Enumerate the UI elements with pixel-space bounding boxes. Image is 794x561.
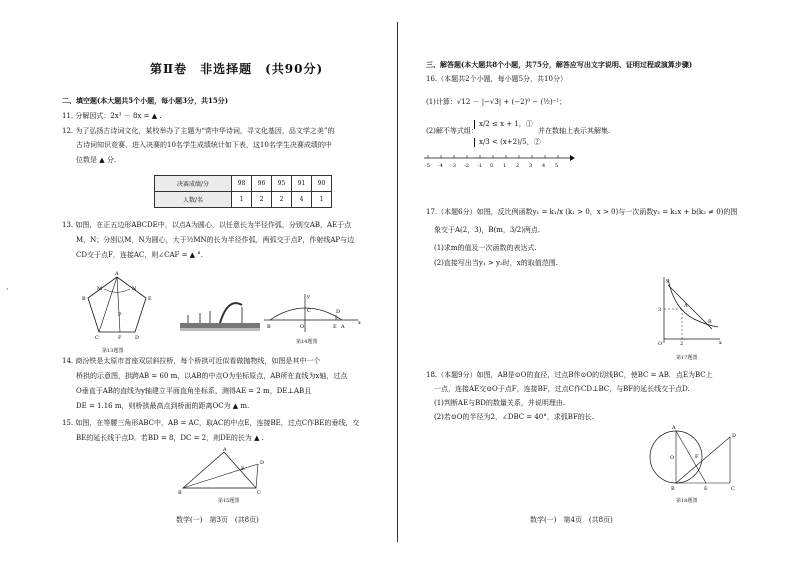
- label-3: 3: [658, 307, 662, 313]
- label-d: D: [336, 309, 341, 315]
- question-18-line2: 一点，连接AE交⊙O于点F，连接BF，过点C作CD⊥BC，与BF的延长线交于点D.: [434, 385, 690, 393]
- label-d: D: [135, 335, 140, 341]
- label-c: C: [95, 335, 99, 341]
- question-14-line4: DE = 1.16 m，则桥拱最高点到桥面的距离OC为 ▲ m.: [76, 402, 250, 410]
- figure-13-caption: 第13题图: [102, 348, 124, 354]
- question-17-line2: 象交于A(2，3)，B(m，3/2)两点.: [434, 226, 541, 234]
- number-line-label: -4: [438, 163, 443, 169]
- number-line-label: 0: [490, 163, 494, 169]
- label-a: A: [672, 425, 676, 431]
- number-line-arrow: [570, 155, 575, 161]
- figure-18-caption: 第18题图: [676, 498, 698, 504]
- right-page: [400, 0, 794, 561]
- table-cell: 1: [232, 192, 252, 208]
- linear-function: [668, 285, 712, 329]
- number-line-label: -5: [425, 163, 430, 169]
- answer-heading: 三、解答题(本大题共8个小题，共75分，解答应写出文字说明、证明过程或演算步骤): [426, 60, 693, 69]
- figure-14-diagram: [262, 292, 362, 334]
- figure-15-caption: 第15题图: [218, 498, 240, 504]
- question-16-part2: (2)解不等式组：: [426, 127, 478, 135]
- label-e: E: [148, 296, 152, 302]
- table-cell: 90: [312, 176, 332, 192]
- segment-bd: [183, 464, 258, 488]
- label-a: A: [115, 271, 119, 277]
- label-b: B: [82, 296, 86, 302]
- table-cell: 2: [252, 192, 272, 208]
- number-line: [420, 152, 580, 172]
- table-cell: 95: [272, 176, 292, 192]
- question-18-line1: 18.（本题9分）如图，AB是⊙O的直径，过点B作⊙O的切线BC，使BC = AB．点E为BC上: [426, 371, 713, 379]
- question-14-line3: O垂直于AB的直线为y轴建立平面直角坐标系，测得AE = 2 m，DE⊥AB且: [76, 387, 312, 395]
- label-b: B: [708, 319, 712, 325]
- table-cell: 4: [292, 192, 312, 208]
- page-footer-left: 数学(一) 第3页 (共8页): [176, 516, 259, 524]
- label-o: O: [670, 455, 675, 461]
- question-16-part1: (1)计算：√12 － |−√3| + (−2)⁰ − (½)⁻¹；: [426, 98, 567, 106]
- figure-15: [178, 448, 268, 494]
- label-x: x: [719, 340, 722, 346]
- number-line-label: 2: [516, 163, 520, 169]
- page-divider: [397, 22, 398, 542]
- label-c: C: [731, 486, 735, 492]
- table-cell: 2: [272, 192, 292, 208]
- table-cell: 1: [312, 192, 332, 208]
- number-line-label: -1: [477, 163, 482, 169]
- question-13-line3: CD交于点F，连接AC，则∠CAF = ▲ °.: [76, 251, 204, 259]
- label-n: N: [132, 286, 137, 292]
- bridge-base: [180, 328, 260, 331]
- segment-bd: [676, 437, 730, 483]
- bridge-deck: [180, 323, 260, 328]
- table-row: [155, 192, 332, 208]
- label-f: F: [118, 335, 122, 341]
- question-17-line1: 17.（本题6分）如图，反比例函数y₁ = k₁/x (k₁ > 0，x > 0)与一次函数y₂ = k₂x + b(k₂ ≠ 0)的图: [426, 208, 738, 216]
- segment-cd: [256, 464, 258, 488]
- label-c: C: [307, 308, 311, 314]
- number-line-label: -2: [464, 163, 469, 169]
- label-y: y: [666, 278, 669, 284]
- triangle-abc: [183, 452, 256, 488]
- inequality-2: x/3 < (x+2)/5，②: [474, 138, 541, 147]
- table-cell: 96: [252, 176, 272, 192]
- bridge-arch: [220, 303, 242, 323]
- question-12-line1: 12. 为了弘扬古诗词文化，某校举办了主题为“赏中华诗词，寻文化基因，品文学之美”的: [62, 127, 335, 135]
- table-cell: 98: [232, 176, 252, 192]
- figure-17: [654, 275, 724, 347]
- figure-14-caption: 第14题图: [296, 339, 318, 345]
- label-f: F: [695, 454, 699, 460]
- fill-in-heading: 二、填空题(本大题共5个小题，每小题3分，共15分): [62, 96, 229, 105]
- label-e: E: [241, 466, 245, 472]
- number-line-label: 4: [542, 163, 546, 169]
- score-table: [154, 175, 332, 208]
- arc-mn: [104, 289, 130, 293]
- number-line-label: 3: [529, 163, 533, 169]
- question-12-line3: 位数是 ▲ 分.: [76, 156, 117, 164]
- question-11: 11. 分解因式：2x³ － 8x = ▲ .: [62, 112, 162, 120]
- question-17-line4: (2)直接写出当y₁ > y₂时，x的取值范围.: [434, 259, 558, 267]
- figure-14-bridge-photo: [180, 295, 260, 335]
- label-b: B: [267, 324, 271, 330]
- label-o: O: [300, 324, 305, 330]
- table-row: [155, 176, 332, 192]
- figure-13: [82, 272, 152, 347]
- label-a: A: [223, 447, 227, 453]
- figure-18: [630, 423, 740, 495]
- section-title: 第Ⅱ卷 非选择题 (共90分): [150, 62, 324, 76]
- question-18-line4: (2)若⊙O的半径为2，∠DBC = 40°，求弧BF的长.: [434, 413, 595, 421]
- question-14-line2: 桥拱的示意图，拱跨AB = 60 m，以AB的中点O为坐标原点，AB所在直线为x轴，过点: [76, 372, 348, 380]
- question-15-line2: BE的延长线于点D．若BD = 8，DC = 2，则DE的长为 ▲ .: [76, 434, 264, 442]
- ray-ap: [117, 277, 120, 332]
- question-12-line2: 古诗词知识竞赛，进入决赛的10名学生成绩统计如下表，这10名学生决赛成绩的中: [76, 141, 332, 149]
- question-13-line1: 13. 如图，在正五边形ABCDE中，以点A为圆心，以任意长为半径作弧，分别交AB，AE于点: [62, 221, 352, 229]
- label-a: A: [341, 324, 345, 330]
- label-2: 2: [680, 341, 684, 347]
- inequality-1: x/2 ≤ x + 1，①: [474, 120, 533, 129]
- table-header-count: 人数/名: [155, 192, 232, 208]
- binding-mark: ·: [6, 285, 9, 294]
- table-cell: 91: [292, 176, 312, 192]
- segment-ae: [676, 431, 706, 483]
- number-line-label: -3: [451, 163, 456, 169]
- label-p: P: [118, 312, 122, 318]
- label-b: B: [671, 486, 675, 492]
- label-a: A: [684, 303, 688, 309]
- question-15-line1: 15. 如图，在等腰三角形ABC中，AB = AC，取AC的中点E，连接BE，过点C作BE的垂线，交: [62, 419, 360, 427]
- label-y: y: [307, 294, 310, 300]
- label-d: D: [732, 433, 737, 439]
- label-e: E: [704, 486, 708, 492]
- label-x: x: [358, 320, 361, 326]
- number-line-label: 1: [503, 163, 507, 169]
- label-b: B: [178, 490, 182, 496]
- question-14-line1: 14. 商汾铁是太原市首座双层斜拉桥，每个桥拱可近似看做抛物线，如图是其中一个: [62, 357, 321, 365]
- question-16: 16.（本题共2个小题，每小题5分，共10分）: [426, 75, 567, 83]
- question-16-part2-tail: 并在数轴上表示其解集.: [538, 127, 611, 135]
- page-footer-right: 数学(一) 第4页 (共8页): [530, 516, 613, 524]
- figure-17-caption: 第17题图: [676, 355, 698, 361]
- table-header-score: 决赛成绩/分: [155, 176, 232, 192]
- label-o: O: [658, 341, 663, 347]
- question-18-line3: (1)判断AE与BD的数量关系，并说明理由.: [434, 399, 566, 407]
- question-17-line3: (1)求m的值及一次函数的表达式.: [434, 244, 537, 252]
- question-13-line2: M，N；分别以M，N为圆心，大于½MN的长为半径作弧，两弧交于点P，作射线AP与边: [76, 236, 355, 244]
- label-c: C: [257, 490, 261, 496]
- label-d: D: [260, 460, 265, 466]
- number-line-label: 5: [555, 163, 559, 169]
- label-m: M: [97, 286, 103, 292]
- parabola-arch: [270, 308, 342, 320]
- label-e: E: [333, 324, 337, 330]
